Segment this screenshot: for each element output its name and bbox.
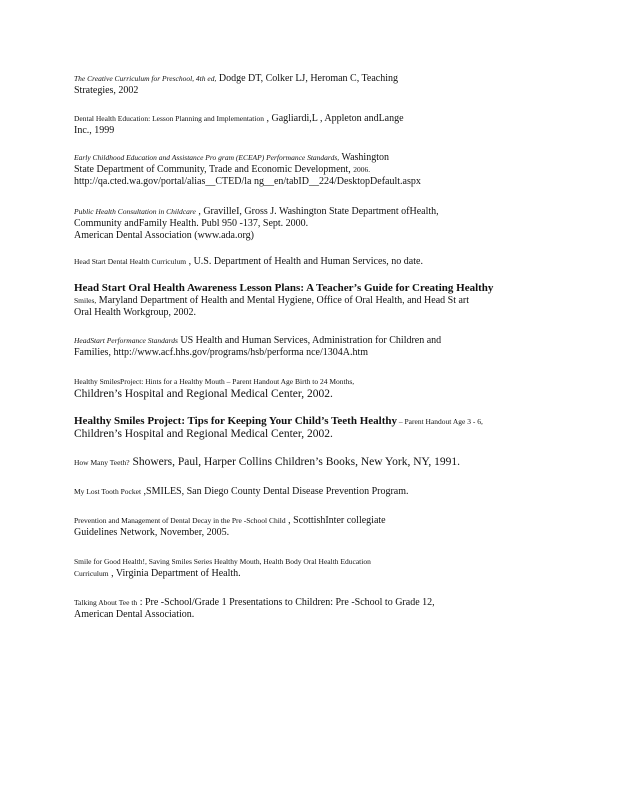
reference-line [74,335,564,347]
reference-line [74,113,564,125]
reference-text: State Department of Community, Trade and Economic Development, [74,164,354,175]
reference-text: , ScottishInter collegiate [285,515,386,526]
reference-text: Healthy SmilesProject: Hints for a Healthy Mouth – Parent Handout Age Birth to 24 Months, [74,377,355,386]
reference-text: , GravilleI, Gross J. Washington State Department ofHealth, [195,206,439,217]
reference-entry [74,335,564,359]
reference-entry [74,515,564,539]
reference-entry [74,113,564,137]
reference-line [74,230,564,242]
reference-line [74,152,564,164]
reference-list [74,73,564,621]
reference-text: 2006. [353,165,371,174]
reference-entry [74,456,564,469]
reference-line [74,376,564,388]
reference-text: Early Childhood Education and Assistance Pro gram (ECEAP) Performance Standards, [74,153,340,162]
reference-text: Head Start Dental Health Curriculum [74,257,187,266]
reference-entry [74,376,564,401]
reference-entry [74,486,564,498]
reference-line [74,597,564,609]
reference-text: Maryland Department of Health and Mental Hygiene, Office of Oral Health, and Head St art [96,295,470,306]
reference-line [74,218,564,230]
reference-text: , Virginia Department of Health. [108,568,241,579]
reference-line [74,415,564,428]
reference-entry [74,73,564,97]
reference-text: Showers, Paul, Harper Collins Children’s Books, New York, NY, 1991. [129,456,460,468]
reference-entry [74,206,564,242]
reference-text: http://qa.cted.wa.gov/portal/alias__CTED/la ng__en/tabID__224/DesktopDefault.aspx [74,176,421,187]
reference-line [74,206,564,218]
reference-text: US Health and Human Services, Administration for Children and [177,335,442,346]
reference-text: Community andFamily Health. Publ 950 -137, Sept. 2000. [74,218,309,229]
reference-text: My Lost Tooth Pocket [74,487,142,496]
reference-line [74,609,564,621]
reference-text: ,SMILES, San Diego County Dental Disease Prevention Program. [141,486,409,497]
reference-line [74,456,564,469]
reference-text: Prevention and Management of Dental Decay in the Pre -School Child [74,516,286,525]
reference-line [74,282,564,295]
reference-line [74,428,564,441]
reference-text: Families, http://www.acf.hhs.gov/programs/hsb/performa nce/1304A.htm [74,347,369,358]
reference-line [74,556,564,568]
reference-entry [74,556,564,580]
reference-text: Children’s Hospital and Regional Medical Center, 2002. [74,388,333,400]
reference-line [74,388,564,401]
reference-entry [74,415,564,441]
reference-line [74,85,564,97]
reference-text: , U.S. Department of Health and Human Services, no date. [186,256,423,267]
reference-entry [74,282,564,319]
reference-text: American Dental Association (www.ada.org) [74,230,254,241]
reference-line [74,347,564,359]
reference-entry [74,152,564,188]
reference-text: How Many Teeth? [74,458,130,467]
reference-text: American Dental Association. [74,609,195,620]
reference-text: Smiles, [74,296,97,305]
reference-text: Inc., 1999 [74,125,115,136]
reference-text: Head Start Oral Health Awareness Lesson Plans: A Teacher’s Guide for Creating Healthy [74,282,494,294]
reference-line [74,125,564,137]
reference-text: Talking About Tee th [74,598,138,607]
reference-entry [74,597,564,621]
reference-text: Strategies, 2002 [74,85,139,96]
reference-text: , Gagliardi,L , Appleton andLange [263,113,404,124]
reference-text: Curriculum [74,569,109,578]
reference-text: Children’s Hospital and Regional Medical Center, 2002. [74,428,333,440]
reference-line [74,256,564,268]
reference-text: Healthy Smiles Project: Tips for Keeping Your Child’s Teeth Healthy [74,415,397,427]
reference-text: Dodge DT, Colker LJ, Heroman C, Teaching [216,73,399,84]
reference-text: – Parent Handout Age 3 - 6, [397,417,483,426]
reference-text: Guidelines Network, November, 2005. [74,527,230,538]
reference-line [74,164,564,176]
reference-text: Smile for Good Health!, Saving Smiles Series Healthy Mouth, Health Body Oral Health Education [74,557,371,566]
reference-line [74,486,564,498]
reference-text: : Pre -School/Grade 1 Presentations to Children: Pre -School to Grade 12, [137,597,435,608]
reference-text: Public Health Consultation in Childcare [74,207,196,216]
reference-line [74,176,564,188]
reference-text: Oral Health Workgroup, 2002. [74,307,197,318]
reference-line [74,515,564,527]
reference-text: HeadStart Performance Standards [74,336,178,345]
reference-line [74,527,564,539]
reference-text: Dental Health Education: Lesson Planning and Implementation [74,114,264,123]
reference-text: Washington [339,152,389,163]
reference-line [74,295,564,307]
reference-line [74,73,564,85]
reference-line [74,307,564,319]
reference-text: The Creative Curriculum for Preschool, 4th ed, [74,74,217,83]
reference-entry [74,256,564,268]
reference-line [74,568,564,580]
